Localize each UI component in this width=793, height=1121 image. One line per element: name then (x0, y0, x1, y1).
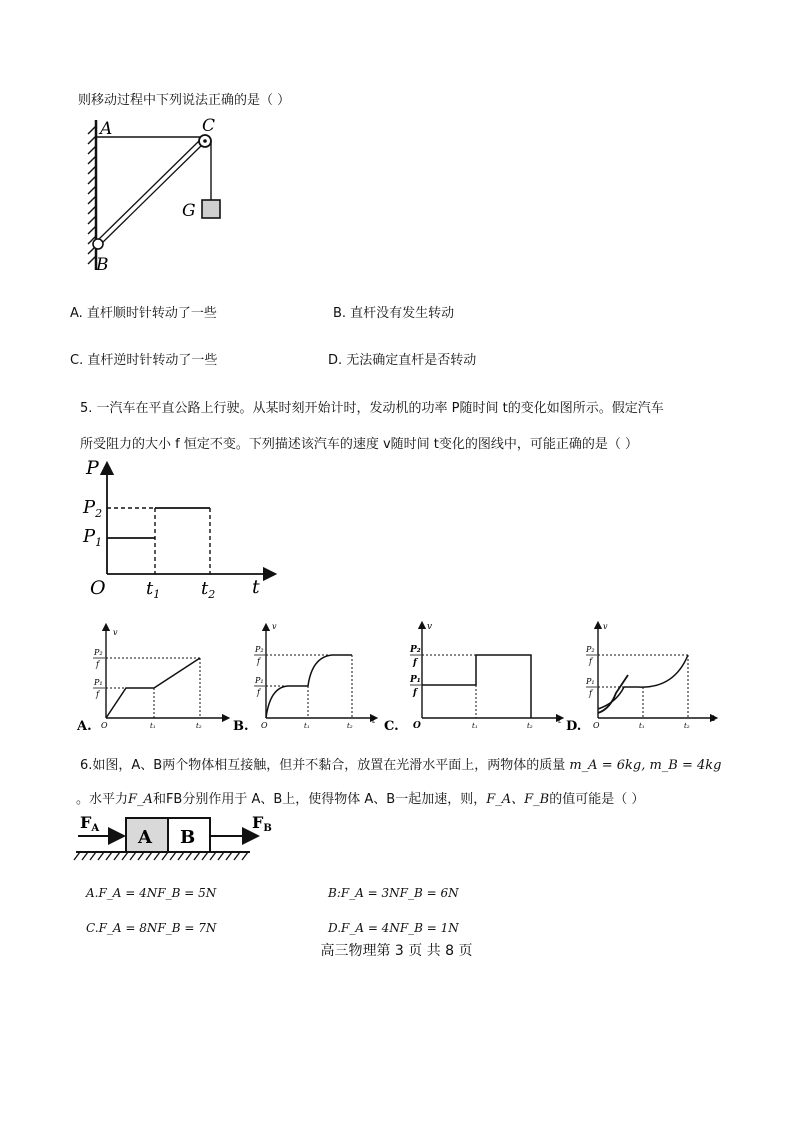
choice-D-p2: P₂ (586, 645, 595, 654)
choice-B-letter: B. (233, 719, 249, 734)
q4-stem-tail: 则移动过程中下列说法正确的是（ ） (78, 93, 291, 108)
q5-power-time-graph (80, 456, 280, 601)
block-A-label: A (138, 827, 152, 848)
choice-A-graph[interactable] (76, 627, 226, 734)
p2-label: $P_2$ (83, 497, 103, 520)
choice-B-p2: P₂ (255, 645, 264, 654)
t1-label: $t_1$ (146, 578, 161, 601)
choice-C-t: t (558, 716, 562, 725)
q6-blocks-figure (74, 808, 272, 868)
origin-label: O (90, 577, 106, 599)
ground-hatching (74, 852, 248, 860)
q6-mass-formula: m_A = 6kg, m_B = 4kg (569, 758, 722, 773)
q5-stem-line2: 所受阻力的大小 f 恒定不变。下列描述该汽车的速度 v随时间 t变化的图线中，可能正确的是（ ） (80, 437, 639, 452)
q6-line2-a: 。水平力 (76, 792, 129, 807)
choice-D-v: v (603, 622, 608, 631)
q6-option-D[interactable]: D.F_A = 4NF_B = 1N (328, 921, 459, 935)
q4-option-D[interactable]: D. 无法确定直杆是否转动 (328, 353, 477, 368)
choice-D-p1: P₁ (586, 677, 595, 686)
rod-BC-edge2 (100, 143, 204, 245)
page-footer: 高三物理第 3 页 共 8 页 (320, 943, 473, 959)
force-B-label: FB (252, 813, 272, 834)
choice-C-t2: t₂ (527, 722, 533, 730)
q5-stem-line1: 5. 一汽车在平直公路上行驶。从某时刻开始计时，发动机的功率 P随时间 t的变化如图所示。假定汽车 (80, 401, 664, 416)
choice-B-v: v (272, 622, 277, 631)
choice-B-f2: f (257, 657, 260, 666)
q6-line2-b: 和FB分别作用于 A、B上，使得物体 A、B一起加速，则， (152, 792, 487, 807)
label-C: C (202, 116, 216, 136)
choice-B-t: t (372, 716, 376, 725)
choice-D-letter: D. (566, 719, 582, 734)
q6-option-A[interactable]: A.F_A = 4NF_B = 5N (86, 886, 217, 900)
weight-G (202, 200, 220, 218)
choice-C-O: O (413, 721, 421, 731)
choice-C-graph[interactable] (384, 622, 562, 734)
block-B-label: B (180, 827, 196, 848)
p-axis-label: P (86, 457, 99, 479)
p1-label: $P_1$ (83, 526, 103, 549)
choice-D-t1: t₁ (639, 722, 645, 730)
q6-option-B[interactable]: B:F_A = 3NF_B = 6N (328, 886, 459, 900)
label-B: B (96, 255, 109, 275)
choice-A-v: v (113, 628, 118, 637)
hinge-B (93, 239, 103, 249)
q4-option-B[interactable]: B. 直杆没有发生转动 (333, 306, 455, 321)
q4-figure-rod-pulley (80, 112, 230, 275)
choice-A-letter: A. (77, 719, 92, 734)
q6-line2-fa: F_A (128, 792, 153, 807)
choice-A-p1: P₁ (94, 678, 103, 687)
q5-choice-graphs (76, 615, 736, 735)
choice-D-f1: f (589, 689, 592, 698)
q6-stem-text: 6.如图，A、B两个物体相互接触，但并不黏合，放置在光滑水平面上，两物体的质量 (80, 758, 566, 773)
choice-C-p2: P₂ (410, 645, 421, 655)
choice-D-t2: t₂ (684, 722, 690, 730)
choice-C-letter: C. (384, 719, 399, 734)
label-G: G (182, 201, 196, 221)
choice-C-t1: t₁ (472, 722, 478, 730)
q6-stem-line2 (76, 791, 644, 809)
q6-stem-line1 (80, 757, 721, 775)
choice-C-v: v (427, 622, 433, 632)
choice-D-t: t (712, 714, 716, 723)
choice-A-f1: f (96, 690, 99, 699)
t-axis-label: t (252, 576, 260, 598)
t2-label: $t_2$ (201, 578, 216, 601)
choice-A-O: O (101, 721, 108, 730)
q6-line2-vals: F_A、F_B (486, 792, 550, 807)
choice-D-O: O (593, 721, 600, 730)
choice-A-t1: t₁ (150, 722, 156, 730)
choice-D-graph[interactable] (566, 622, 716, 734)
choice-D-f2: f (589, 657, 592, 666)
choice-B-t1: t₁ (304, 722, 310, 730)
choice-A-f2: f (96, 660, 99, 669)
q4-option-C[interactable]: C. 直杆逆时针转动了一些 (70, 353, 218, 368)
choice-B-O: O (261, 721, 268, 730)
label-A: A (100, 119, 113, 139)
q6-line2-c: 的值可能是（ ） (549, 792, 645, 807)
choice-B-p1: P₁ (255, 676, 264, 685)
choice-A-t2: t₂ (196, 722, 202, 730)
choice-A-p2: P₂ (94, 648, 103, 657)
choice-B-f1: f (257, 688, 260, 697)
choice-C-p1: P₁ (410, 675, 421, 685)
q6-option-C[interactable]: C.F_A = 8NF_B = 7N (86, 921, 217, 935)
rod-BC-edge1 (97, 139, 201, 241)
choice-C-f2: f (413, 658, 417, 668)
choice-B-t2: t₂ (347, 722, 353, 730)
choice-C-f1: f (413, 688, 417, 698)
force-A-label: FA (80, 813, 100, 834)
q4-option-A[interactable]: A. 直杆顺时针转动了一些 (70, 306, 217, 321)
choice-B-graph[interactable] (233, 622, 376, 734)
